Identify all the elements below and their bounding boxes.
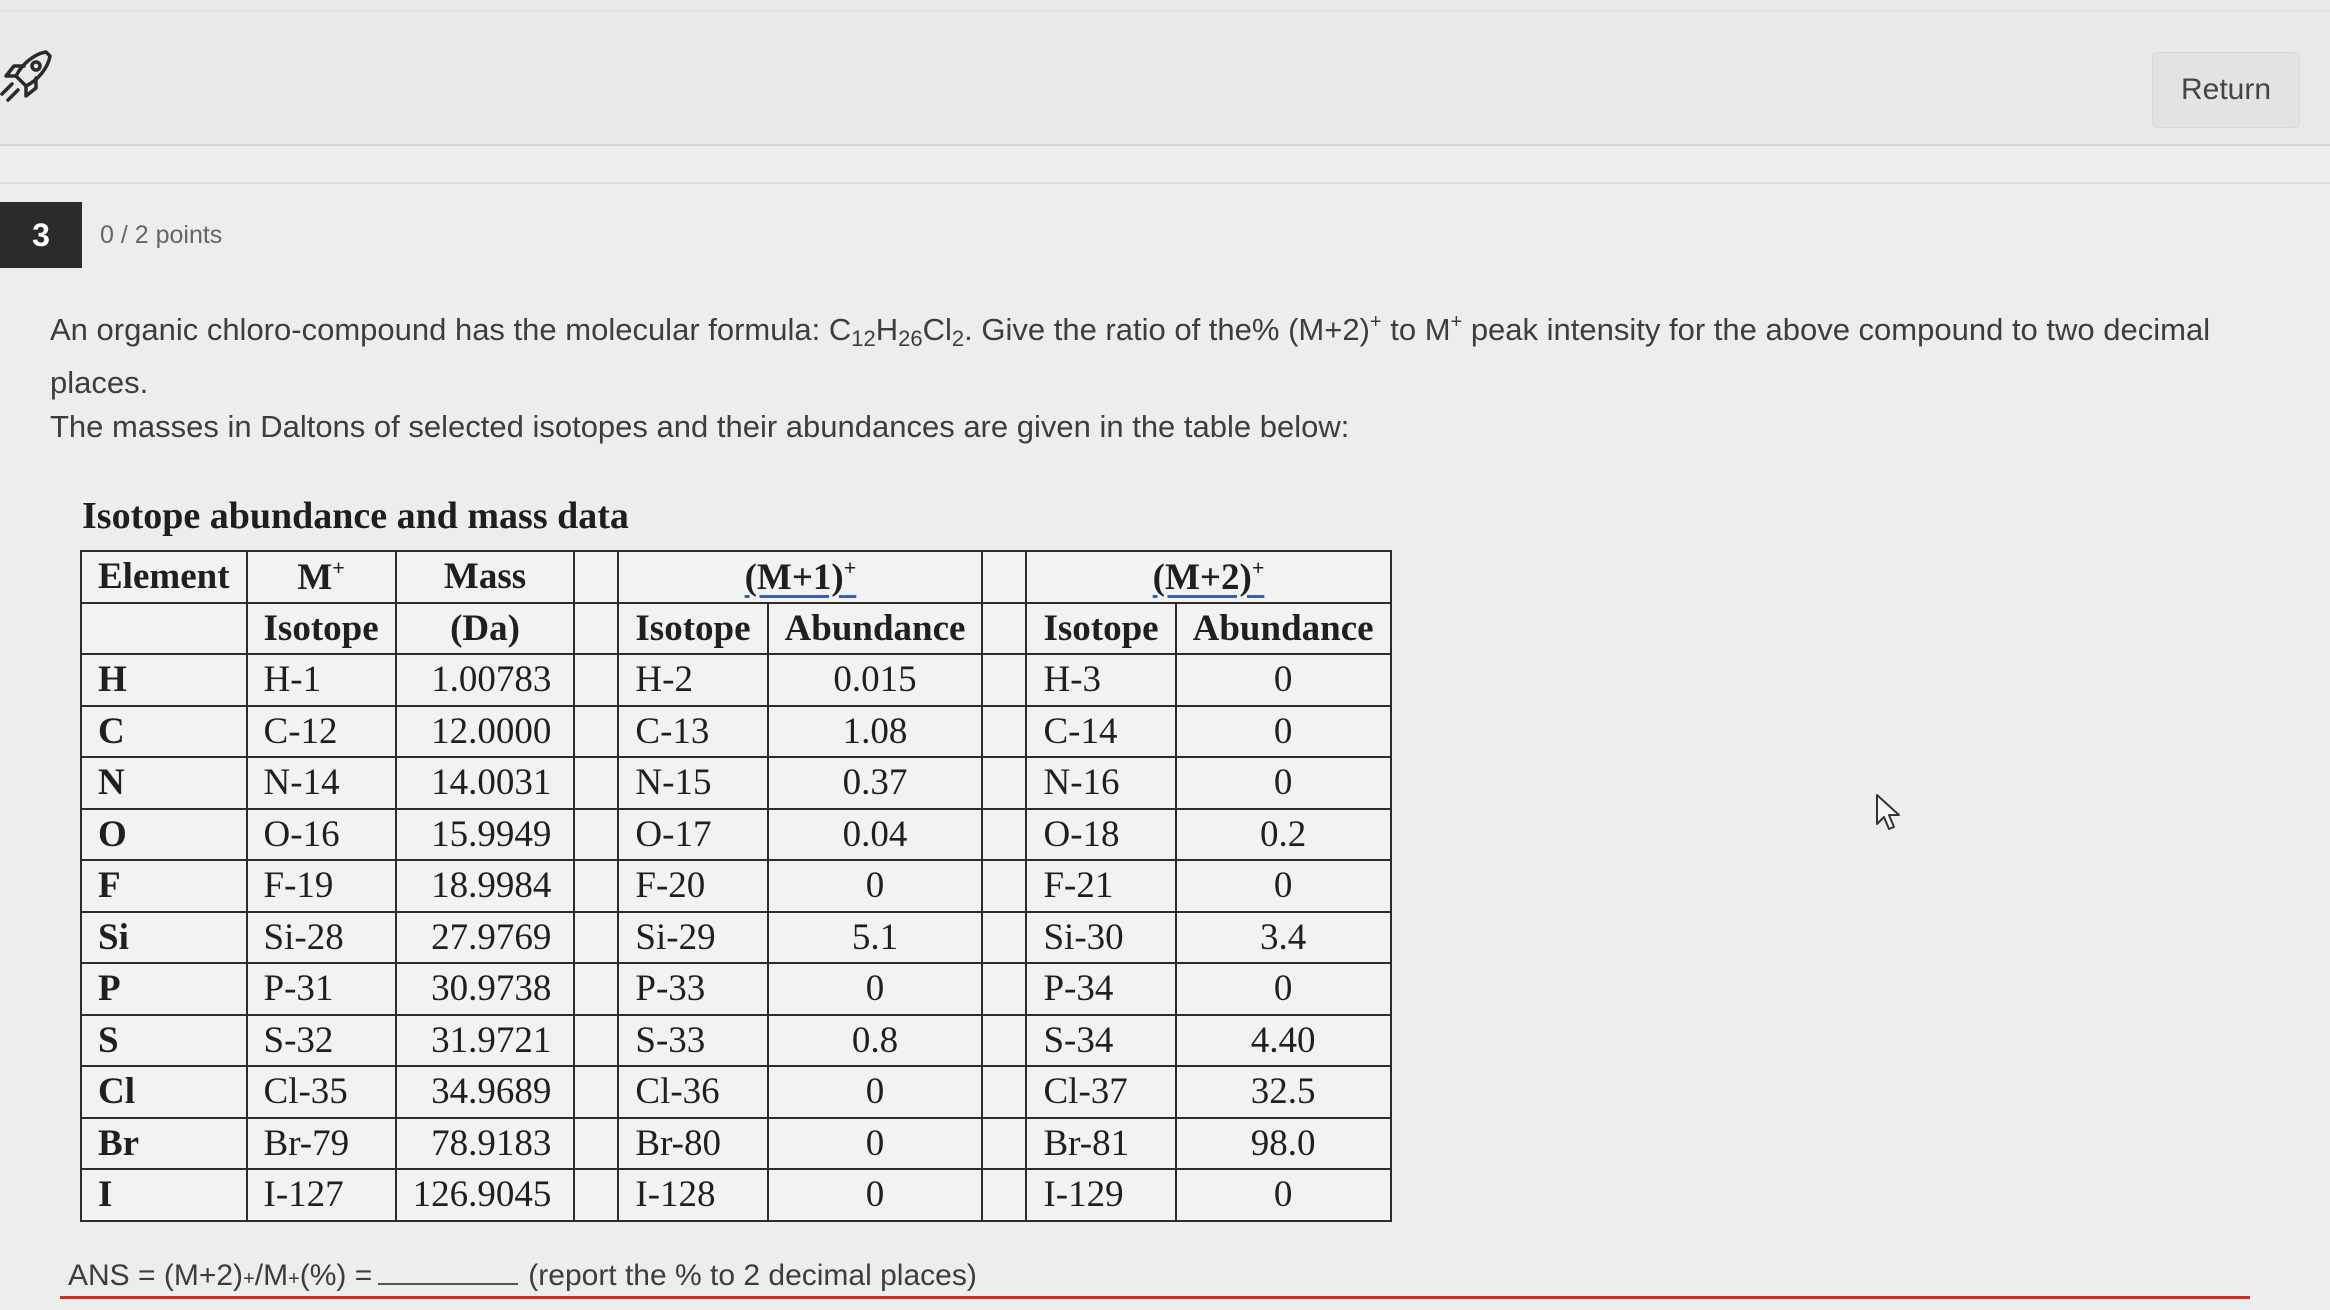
m2-isotope-cell: F-21 xyxy=(1026,860,1175,912)
question-line-1: An organic chloro-compound has the molecular formula: $C_{12}H_{26}Cl_2$. Give the ratio of the% (M+2)+ to M+ peak intensity for the above compound to two decimal places. xyxy=(50,311,2211,400)
m-isotope-cell: I-127 xyxy=(247,1169,396,1221)
m-isotope-cell: F-19 xyxy=(247,860,396,912)
m2-abundance-cell: 0 xyxy=(1176,706,1391,758)
m2-abundance-cell: 0 xyxy=(1176,654,1391,706)
mass-cell: 126.9045 xyxy=(396,1169,575,1221)
m2-isotope-cell: Si-30 xyxy=(1026,912,1175,964)
m2-isotope-cell: O-18 xyxy=(1026,809,1175,861)
table-row xyxy=(81,963,1391,1015)
m1-abundance-cell: 1.08 xyxy=(768,706,983,758)
spacer-cell xyxy=(982,1169,1026,1221)
isotope-table xyxy=(80,550,1392,1222)
spacer-cell xyxy=(982,809,1026,861)
m1-abundance-cell: 0 xyxy=(768,963,983,1015)
element-cell: O xyxy=(81,809,247,861)
m2-abundance-cell: 0.2 xyxy=(1176,809,1391,861)
spacer-cell xyxy=(574,809,618,861)
header-spacer xyxy=(574,603,618,655)
m2-isotope-cell: P-34 xyxy=(1026,963,1175,1015)
m2-isotope-cell: C-14 xyxy=(1026,706,1175,758)
header-m2-abundance: Abundance xyxy=(1176,603,1391,655)
mass-cell: 27.9769 xyxy=(396,912,575,964)
element-cell: P xyxy=(81,963,247,1015)
question-number: 3 xyxy=(0,202,82,268)
spacer-cell xyxy=(982,1118,1026,1170)
element-cell: Si xyxy=(81,912,247,964)
m-isotope-cell: Cl-35 xyxy=(247,1066,396,1118)
spacer-cell xyxy=(982,654,1026,706)
m1-isotope-cell: P-33 xyxy=(618,963,767,1015)
header-mass: Mass xyxy=(396,551,575,603)
mass-cell: 34.9689 xyxy=(396,1066,575,1118)
answer-instruction: (report the % to 2 decimal places) xyxy=(528,1259,977,1292)
header-spacer xyxy=(982,551,1026,603)
points-label: 0 / 2 points xyxy=(100,221,223,249)
question-line-2: The masses in Daltons of selected isotopes and their abundances are given in the table below: xyxy=(50,409,1350,444)
spacer-cell xyxy=(574,1066,618,1118)
spacer-cell xyxy=(982,860,1026,912)
mass-cell: 31.9721 xyxy=(396,1015,575,1067)
m2-isotope-cell: H-3 xyxy=(1026,654,1175,706)
header-m2-isotope: Isotope xyxy=(1026,603,1175,655)
m-isotope-cell: N-14 xyxy=(247,757,396,809)
spacer-cell xyxy=(574,1015,618,1067)
table-row xyxy=(81,654,1391,706)
table-row xyxy=(81,1169,1391,1221)
header-blank xyxy=(81,603,247,655)
m1-abundance-cell: 0.37 xyxy=(768,757,983,809)
mass-cell: 18.9984 xyxy=(396,860,575,912)
m1-abundance-cell: 0.04 xyxy=(768,809,983,861)
m1-abundance-cell: 0 xyxy=(768,1169,983,1221)
table-row xyxy=(81,860,1391,912)
answer-error-underline xyxy=(60,1296,2250,1299)
m-isotope-cell: H-1 xyxy=(247,654,396,706)
element-cell: N xyxy=(81,757,247,809)
m2-isotope-cell: I-129 xyxy=(1026,1169,1175,1221)
m2-isotope-cell: Br-81 xyxy=(1026,1118,1175,1170)
table-row xyxy=(81,757,1391,809)
m1-isotope-cell: I-128 xyxy=(618,1169,767,1221)
header-m-plus: M+ xyxy=(247,551,396,603)
mass-cell: 30.9738 xyxy=(396,963,575,1015)
m1-abundance-cell: 0.015 xyxy=(768,654,983,706)
spacer-cell xyxy=(982,1015,1026,1067)
spacer-cell xyxy=(574,912,618,964)
spacer-cell xyxy=(574,860,618,912)
element-cell: F xyxy=(81,860,247,912)
table-row xyxy=(81,1015,1391,1067)
top-bar xyxy=(0,0,2330,146)
m1-isotope-cell: Si-29 xyxy=(618,912,767,964)
spacer-cell xyxy=(574,1118,618,1170)
spacer-cell xyxy=(574,706,618,758)
header-spacer xyxy=(982,603,1026,655)
m-isotope-cell: Br-79 xyxy=(247,1118,396,1170)
m1-isotope-cell: C-13 xyxy=(618,706,767,758)
element-cell: H xyxy=(81,654,247,706)
rocket-icon[interactable] xyxy=(0,44,58,106)
element-cell: Br xyxy=(81,1118,247,1170)
section-divider xyxy=(0,182,2330,184)
m1-isotope-cell: Br-80 xyxy=(618,1118,767,1170)
table-row xyxy=(81,1118,1391,1170)
mass-cell: 14.0031 xyxy=(396,757,575,809)
table-header-row-2 xyxy=(81,603,1391,655)
header-m1-abundance: Abundance xyxy=(768,603,983,655)
m1-isotope-cell: H-2 xyxy=(618,654,767,706)
return-button[interactable]: Return xyxy=(2152,52,2300,128)
mass-cell: 12.0000 xyxy=(396,706,575,758)
header-mass-unit: (Da) xyxy=(396,603,575,655)
m1-abundance-cell: 0.8 xyxy=(768,1015,983,1067)
table-row xyxy=(81,706,1391,758)
element-cell: I xyxy=(81,1169,247,1221)
m1-abundance-cell: 0 xyxy=(768,860,983,912)
element-cell: C xyxy=(81,706,247,758)
m-isotope-cell: P-31 xyxy=(247,963,396,1015)
header-m2-group: (M+2)+ xyxy=(1026,551,1390,603)
m1-isotope-cell: N-15 xyxy=(618,757,767,809)
spacer-cell xyxy=(982,963,1026,1015)
spacer-cell xyxy=(982,1066,1026,1118)
spacer-cell xyxy=(982,757,1026,809)
m1-isotope-cell: Cl-36 xyxy=(618,1066,767,1118)
m1-abundance-cell: 0 xyxy=(768,1066,983,1118)
m1-abundance-cell: 0 xyxy=(768,1118,983,1170)
m2-abundance-cell: 0 xyxy=(1176,963,1391,1015)
spacer-cell xyxy=(982,912,1026,964)
m1-isotope-cell: S-33 xyxy=(618,1015,767,1067)
spacer-cell xyxy=(574,963,618,1015)
m1-abundance-cell: 5.1 xyxy=(768,912,983,964)
spacer-cell xyxy=(574,757,618,809)
answer-input[interactable] xyxy=(378,1255,518,1285)
header-element: Element xyxy=(81,551,247,603)
table-title: Isotope abundance and mass data xyxy=(82,495,629,537)
molecular-formula: $C_{12}H_{26}Cl_2$ xyxy=(828,312,965,351)
m2-isotope-cell: S-34 xyxy=(1026,1015,1175,1067)
mouse-pointer-icon xyxy=(1874,792,1904,834)
header-spacer xyxy=(574,551,618,603)
m-isotope-cell: O-16 xyxy=(247,809,396,861)
mass-cell: 78.9183 xyxy=(396,1118,575,1170)
table-row xyxy=(81,809,1391,861)
m-isotope-cell: C-12 xyxy=(247,706,396,758)
header-m1-isotope: Isotope xyxy=(618,603,767,655)
mass-cell: 1.00783 xyxy=(396,654,575,706)
m2-abundance-cell: 0 xyxy=(1176,1169,1391,1221)
element-cell: S xyxy=(81,1015,247,1067)
m2-abundance-cell: 4.40 xyxy=(1176,1015,1391,1067)
m-isotope-cell: S-32 xyxy=(247,1015,396,1067)
m2-abundance-cell: 32.5 xyxy=(1176,1066,1391,1118)
table-row xyxy=(81,912,1391,964)
table-header-row-1 xyxy=(81,551,1391,603)
element-cell: Cl xyxy=(81,1066,247,1118)
spacer-cell xyxy=(574,1169,618,1221)
m1-isotope-cell: O-17 xyxy=(618,809,767,861)
spacer-cell xyxy=(574,654,618,706)
spacer-cell xyxy=(982,706,1026,758)
m2-abundance-cell: 0 xyxy=(1176,860,1391,912)
m2-abundance-cell: 3.4 xyxy=(1176,912,1391,964)
m2-isotope-cell: N-16 xyxy=(1026,757,1175,809)
table-row xyxy=(81,1066,1391,1118)
m2-abundance-cell: 98.0 xyxy=(1176,1118,1391,1170)
answer-line: ANS = (M+2) + /M + (%) = (report the % to 2 decimal places) xyxy=(68,1255,977,1293)
mass-cell: 15.9949 xyxy=(396,809,575,861)
top-divider xyxy=(0,10,2330,12)
m2-abundance-cell: 0 xyxy=(1176,757,1391,809)
header-m1-group: (M+1)+ xyxy=(618,551,982,603)
question-text xyxy=(50,300,2270,449)
header-isotope: Isotope xyxy=(247,603,396,655)
m-isotope-cell: Si-28 xyxy=(247,912,396,964)
m1-isotope-cell: F-20 xyxy=(618,860,767,912)
m2-isotope-cell: Cl-37 xyxy=(1026,1066,1175,1118)
